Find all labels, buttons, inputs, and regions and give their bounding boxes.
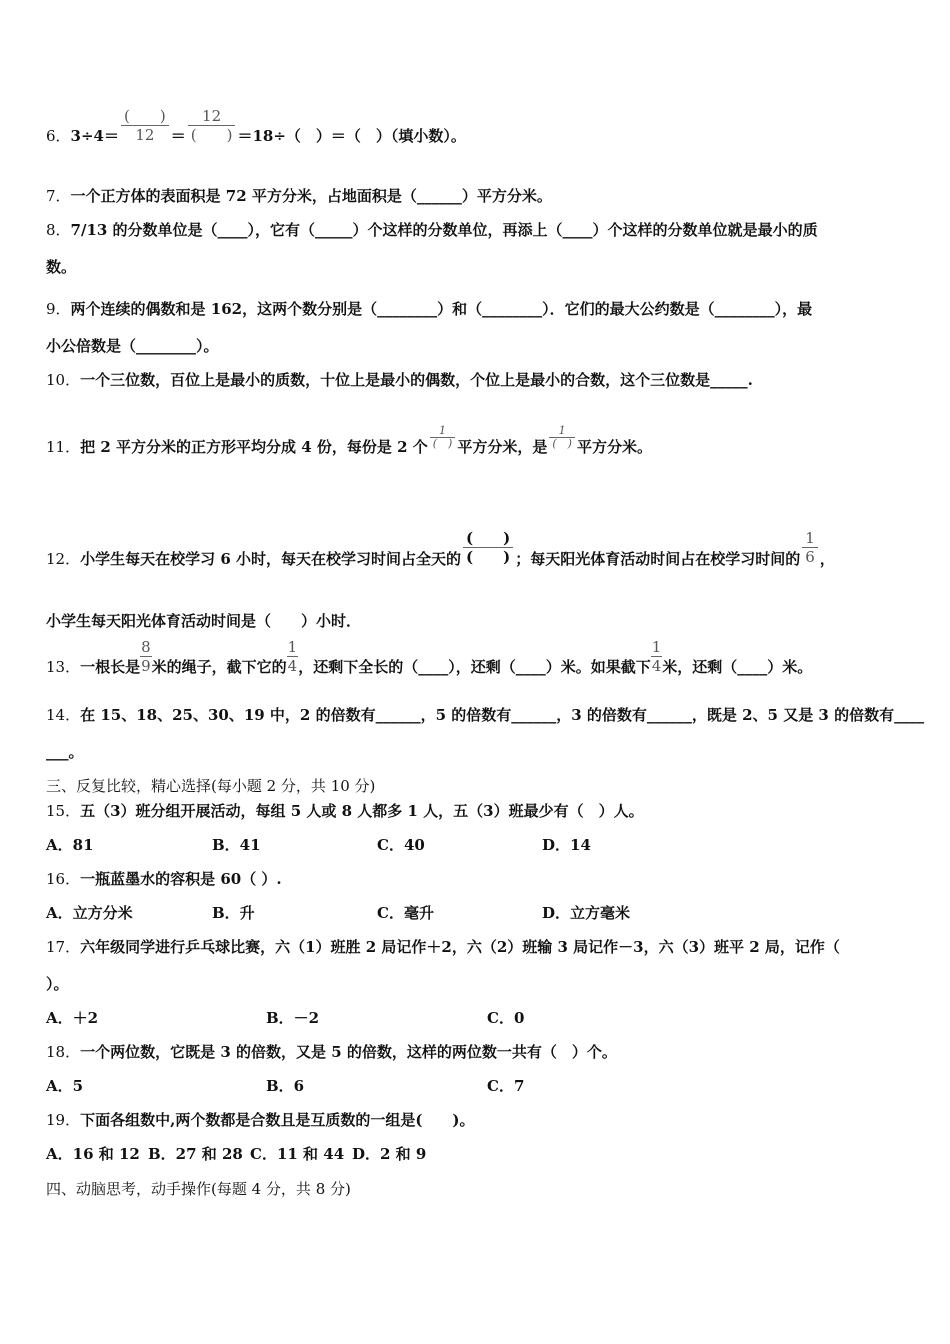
question-14: 14．在 15、18、25、30、19 中，2 的倍数有______，5 的倍数有______，3 的倍数有______，既是 2、5 又是 3 的倍数有____ xyxy=(46,706,925,724)
question-11: 11．把 2 平方分米的正方形平均分成 4 份，每份是 2 个 $\frac{1}{( )}$ 平方分米，是 $\frac{1}{( )}$ 平方分米。 xyxy=(46,423,652,456)
option-c[interactable]: C．毫升 xyxy=(377,904,434,922)
question-9: 9．两个连续的偶数和是 162，这两个数分别是（________）和（________）．它们的最大公约数是（________），最 xyxy=(46,300,813,318)
question-19: 19．下面各组数中,两个数都是合数且是互质数的一组是( )。 xyxy=(46,1111,475,1129)
fraction: $\frac{12}{( )}$ xyxy=(188,107,236,144)
option-d[interactable]: D．14 xyxy=(542,836,591,854)
question-17: 17．六年级同学进行乒乓球比赛，六（1）班胜 2 局记作＋2，六（2）班输 3 局记作－3，六（3）班平 2 局，记作（ xyxy=(46,938,840,956)
option-d[interactable]: D．2 和 9 xyxy=(352,1145,427,1163)
option-b[interactable]: B．－2 xyxy=(266,1009,320,1027)
question-9-continued: 小公倍数是（________）。 xyxy=(46,337,219,355)
question-12: 12．小学生每天在校学习 6 小时，每天在校学习时间占全天的 $\frac{( )}{( )}$ ；每天阳光体育活动时间占在校学习时间的 $\frac{1}{6}$ ， xyxy=(46,528,835,568)
option-c[interactable]: C．0 xyxy=(487,1009,525,1027)
fraction: $\frac{1}{( )}$ xyxy=(430,425,456,450)
question-6: 6．3÷4＝ $\frac{( )}{12}$ ＝ $\frac{12}{( )}$ ＝18÷（ ）＝（ ）（填小数）。 xyxy=(46,106,466,145)
fraction: $\frac{( )}{12}$ xyxy=(121,107,169,144)
question-number: 6． xyxy=(46,127,71,145)
option-b[interactable]: B．升 xyxy=(212,904,255,922)
question-16: 16．一瓶蓝墨水的容积是 60（ ）. xyxy=(46,870,282,888)
fraction: $\frac{1}{4}$ xyxy=(287,637,298,675)
section-3-heading: 三、反复比较，精心选择(每小题 2 分，共 10 分) xyxy=(46,777,376,795)
option-b[interactable]: B．41 xyxy=(212,836,261,854)
option-c[interactable]: C．11 和 44 xyxy=(250,1145,345,1163)
question-18: 18．一个两位数，它既是 3 的倍数，又是 5 的倍数，这样的两位数一共有（ ）个。 xyxy=(46,1043,617,1061)
question-12-continued: 小学生每天阳光体育活动时间是（ ）小时． xyxy=(46,612,362,630)
option-d[interactable]: D．立方毫米 xyxy=(542,904,631,922)
fraction: $\frac{1}{4}$ xyxy=(651,637,662,675)
fraction: $\frac{1}{6}$ xyxy=(802,529,818,566)
question-8-continued: 数。 xyxy=(46,258,77,276)
option-b[interactable]: B．6 xyxy=(266,1077,305,1095)
option-a[interactable]: A．16 和 12 xyxy=(46,1145,140,1163)
question-7: 7．一个正方体的表面积是 72 平方分米，占地面积是（______）平方分米。 xyxy=(46,187,552,205)
option-a[interactable]: A．81 xyxy=(46,836,94,854)
option-a[interactable]: A．立方分米 xyxy=(46,904,133,922)
option-b[interactable]: B．27 和 28 xyxy=(148,1145,243,1163)
option-c[interactable]: C．7 xyxy=(487,1077,525,1095)
question-8: 8．7/13 的分数单位是（____），它有（_____）个这样的分数单位，再添上（____）个这样的分数单位就是最小的质 xyxy=(46,221,818,239)
fraction: $\frac{( )}{( )}$ xyxy=(463,529,513,566)
question-15: 15．五（3）班分组开展活动，每组 5 人或 8 人都多 1 人，五（3）班最少有（ ）人。 xyxy=(46,802,644,820)
question-10: 10．一个三位数，百位上是最小的质数，十位上是最小的偶数，个位上是最小的合数，这个三位数是_____. xyxy=(46,371,753,389)
question-17-continued: ）。 xyxy=(46,975,69,993)
fraction: $\frac{8}{9}$ xyxy=(141,637,151,675)
question-14-continued: ___。 xyxy=(46,743,84,761)
fraction: $\frac{1}{( )}$ xyxy=(549,425,575,450)
option-a[interactable]: A．＋2 xyxy=(46,1009,99,1027)
section-4-heading: 四、动脑思考，动手操作(每题 4 分，共 8 分) xyxy=(46,1180,351,1198)
option-a[interactable]: A．5 xyxy=(46,1077,84,1095)
question-13: 13．一根长是 $\frac{8}{9}$ 米的绳子，截下它的 $\frac{1}{4}$ ，还剩下全长的（____），还剩（____）米。如果截下 $\frac{1}{4}$ 米，还剩（____）米。 xyxy=(46,637,813,676)
option-c[interactable]: C．40 xyxy=(377,836,425,854)
